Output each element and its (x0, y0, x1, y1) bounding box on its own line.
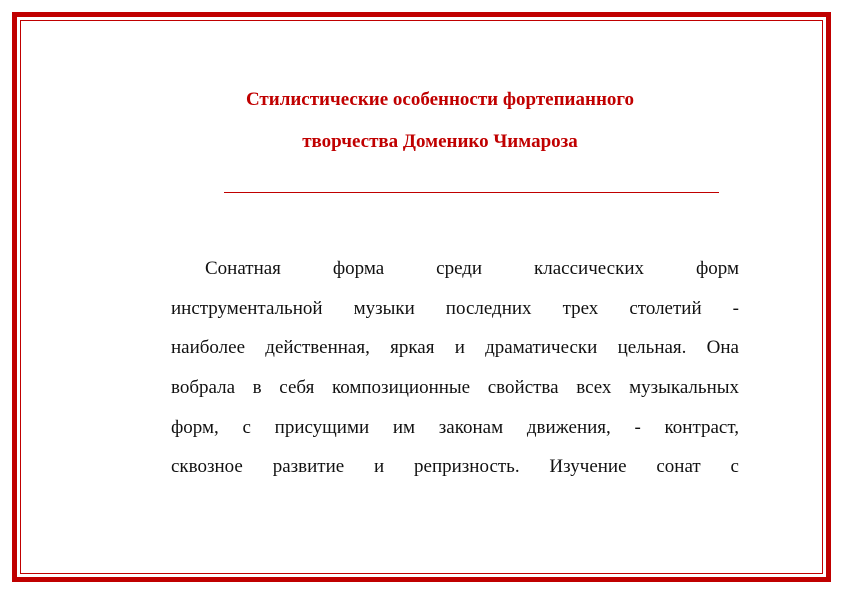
paragraph-line-1: Сонатная форма среди классических форм (205, 258, 739, 279)
paragraph-line-6: сквозное развитие и репризность. Изучение сонат с (171, 456, 739, 477)
paragraph-line-2: инструментальной музыки последних трех столетий - (171, 298, 739, 319)
page-title-line-1: Стилистические особенности фортепианного (245, 89, 635, 110)
paragraph-line-5: форм, с присущими им законам движения, - контраст, (171, 417, 739, 438)
page-title-line-2: творчества Доменико Чимароза (302, 131, 578, 152)
title-divider (224, 192, 719, 193)
paragraph-line-4: вобрала в себя композиционные свойства всех музыкальных (171, 377, 739, 398)
paragraph-line-3: наиболее действенная, яркая и драматически цельная. Она (171, 337, 739, 358)
